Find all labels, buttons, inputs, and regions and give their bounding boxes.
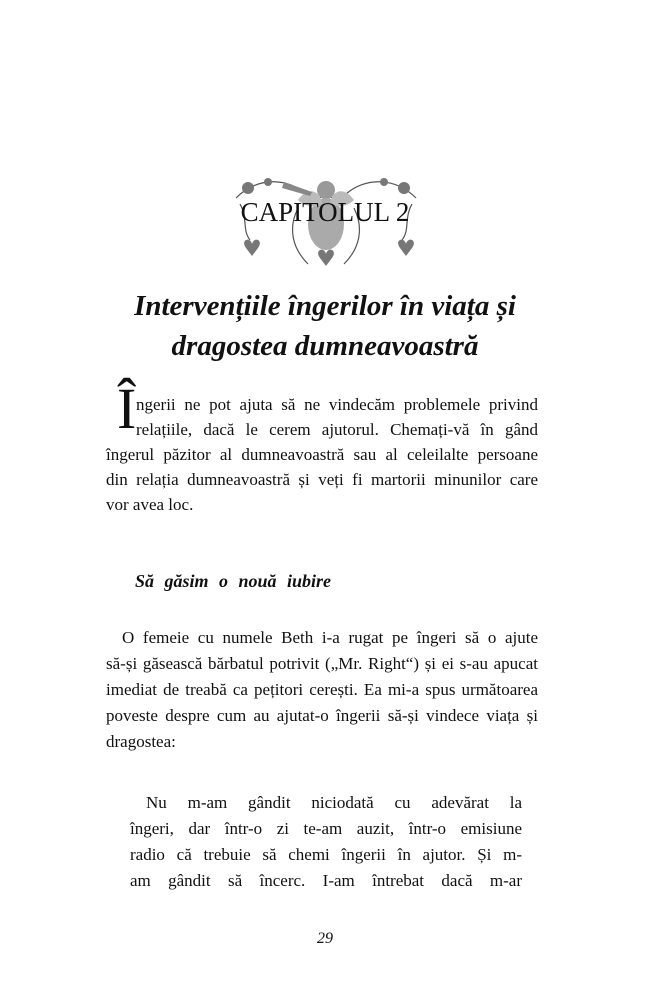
paragraph-line: O femeie cu numele Beth i-a rugat pe îngeri să o ajute xyxy=(122,628,538,647)
paragraph-line: relațiile, dacă le cerem ajutorul. Chemați-vă în gând xyxy=(136,420,538,439)
chapter-title xyxy=(60,286,590,366)
paragraph-line: poveste despre cum au ajutat-o îngerii să-și vindece viața și xyxy=(106,706,538,725)
paragraph-line: dragostea: xyxy=(106,732,176,751)
chapter-title-line: Intervențiile îngerilor în viața și xyxy=(134,290,516,322)
drop-cap: Î xyxy=(117,376,137,441)
paragraph-line: îngerul păzitor al dumneavoastră sau al celeilalte persoane xyxy=(106,445,538,464)
paragraph-line: imediat de treabă ca pețitori cerești. Ea mi-a spus următoarea xyxy=(106,680,538,699)
paragraph-line: vor avea loc. xyxy=(106,495,194,514)
quote-line: am gândit să încerc. I-am întrebat dacă m-ar xyxy=(130,871,522,890)
section-heading: Să găsim o nouă iubire xyxy=(135,571,332,591)
chapter-label: CAPITOLUL 2 xyxy=(240,197,410,227)
quote-line: Nu m-am gândit niciodată cu adevărat la xyxy=(146,793,522,812)
paragraph-line: să-și găsească bărbatul potrivit („Mr. Right“) și ei s-au apucat xyxy=(106,654,538,673)
paragraph-line: din relația dumneavoastră și veți fi martorii minunilor care xyxy=(106,470,538,489)
paragraph-line: ngerii ne pot ajuta să ne vindecăm problemele privind xyxy=(136,395,538,414)
quoted-testimony xyxy=(130,790,522,894)
intro-paragraph xyxy=(106,392,538,517)
quote-line: radio că trebuie să chemi îngerii în ajutor. Și m- xyxy=(130,845,522,864)
quote-line: îngeri, dar într-o zi te-am auzit, într-o emisiune xyxy=(130,819,522,838)
page-number: 29 xyxy=(317,930,333,947)
section-paragraph xyxy=(106,625,538,755)
chapter-title-line: dragostea dumneavoastră xyxy=(171,330,479,362)
